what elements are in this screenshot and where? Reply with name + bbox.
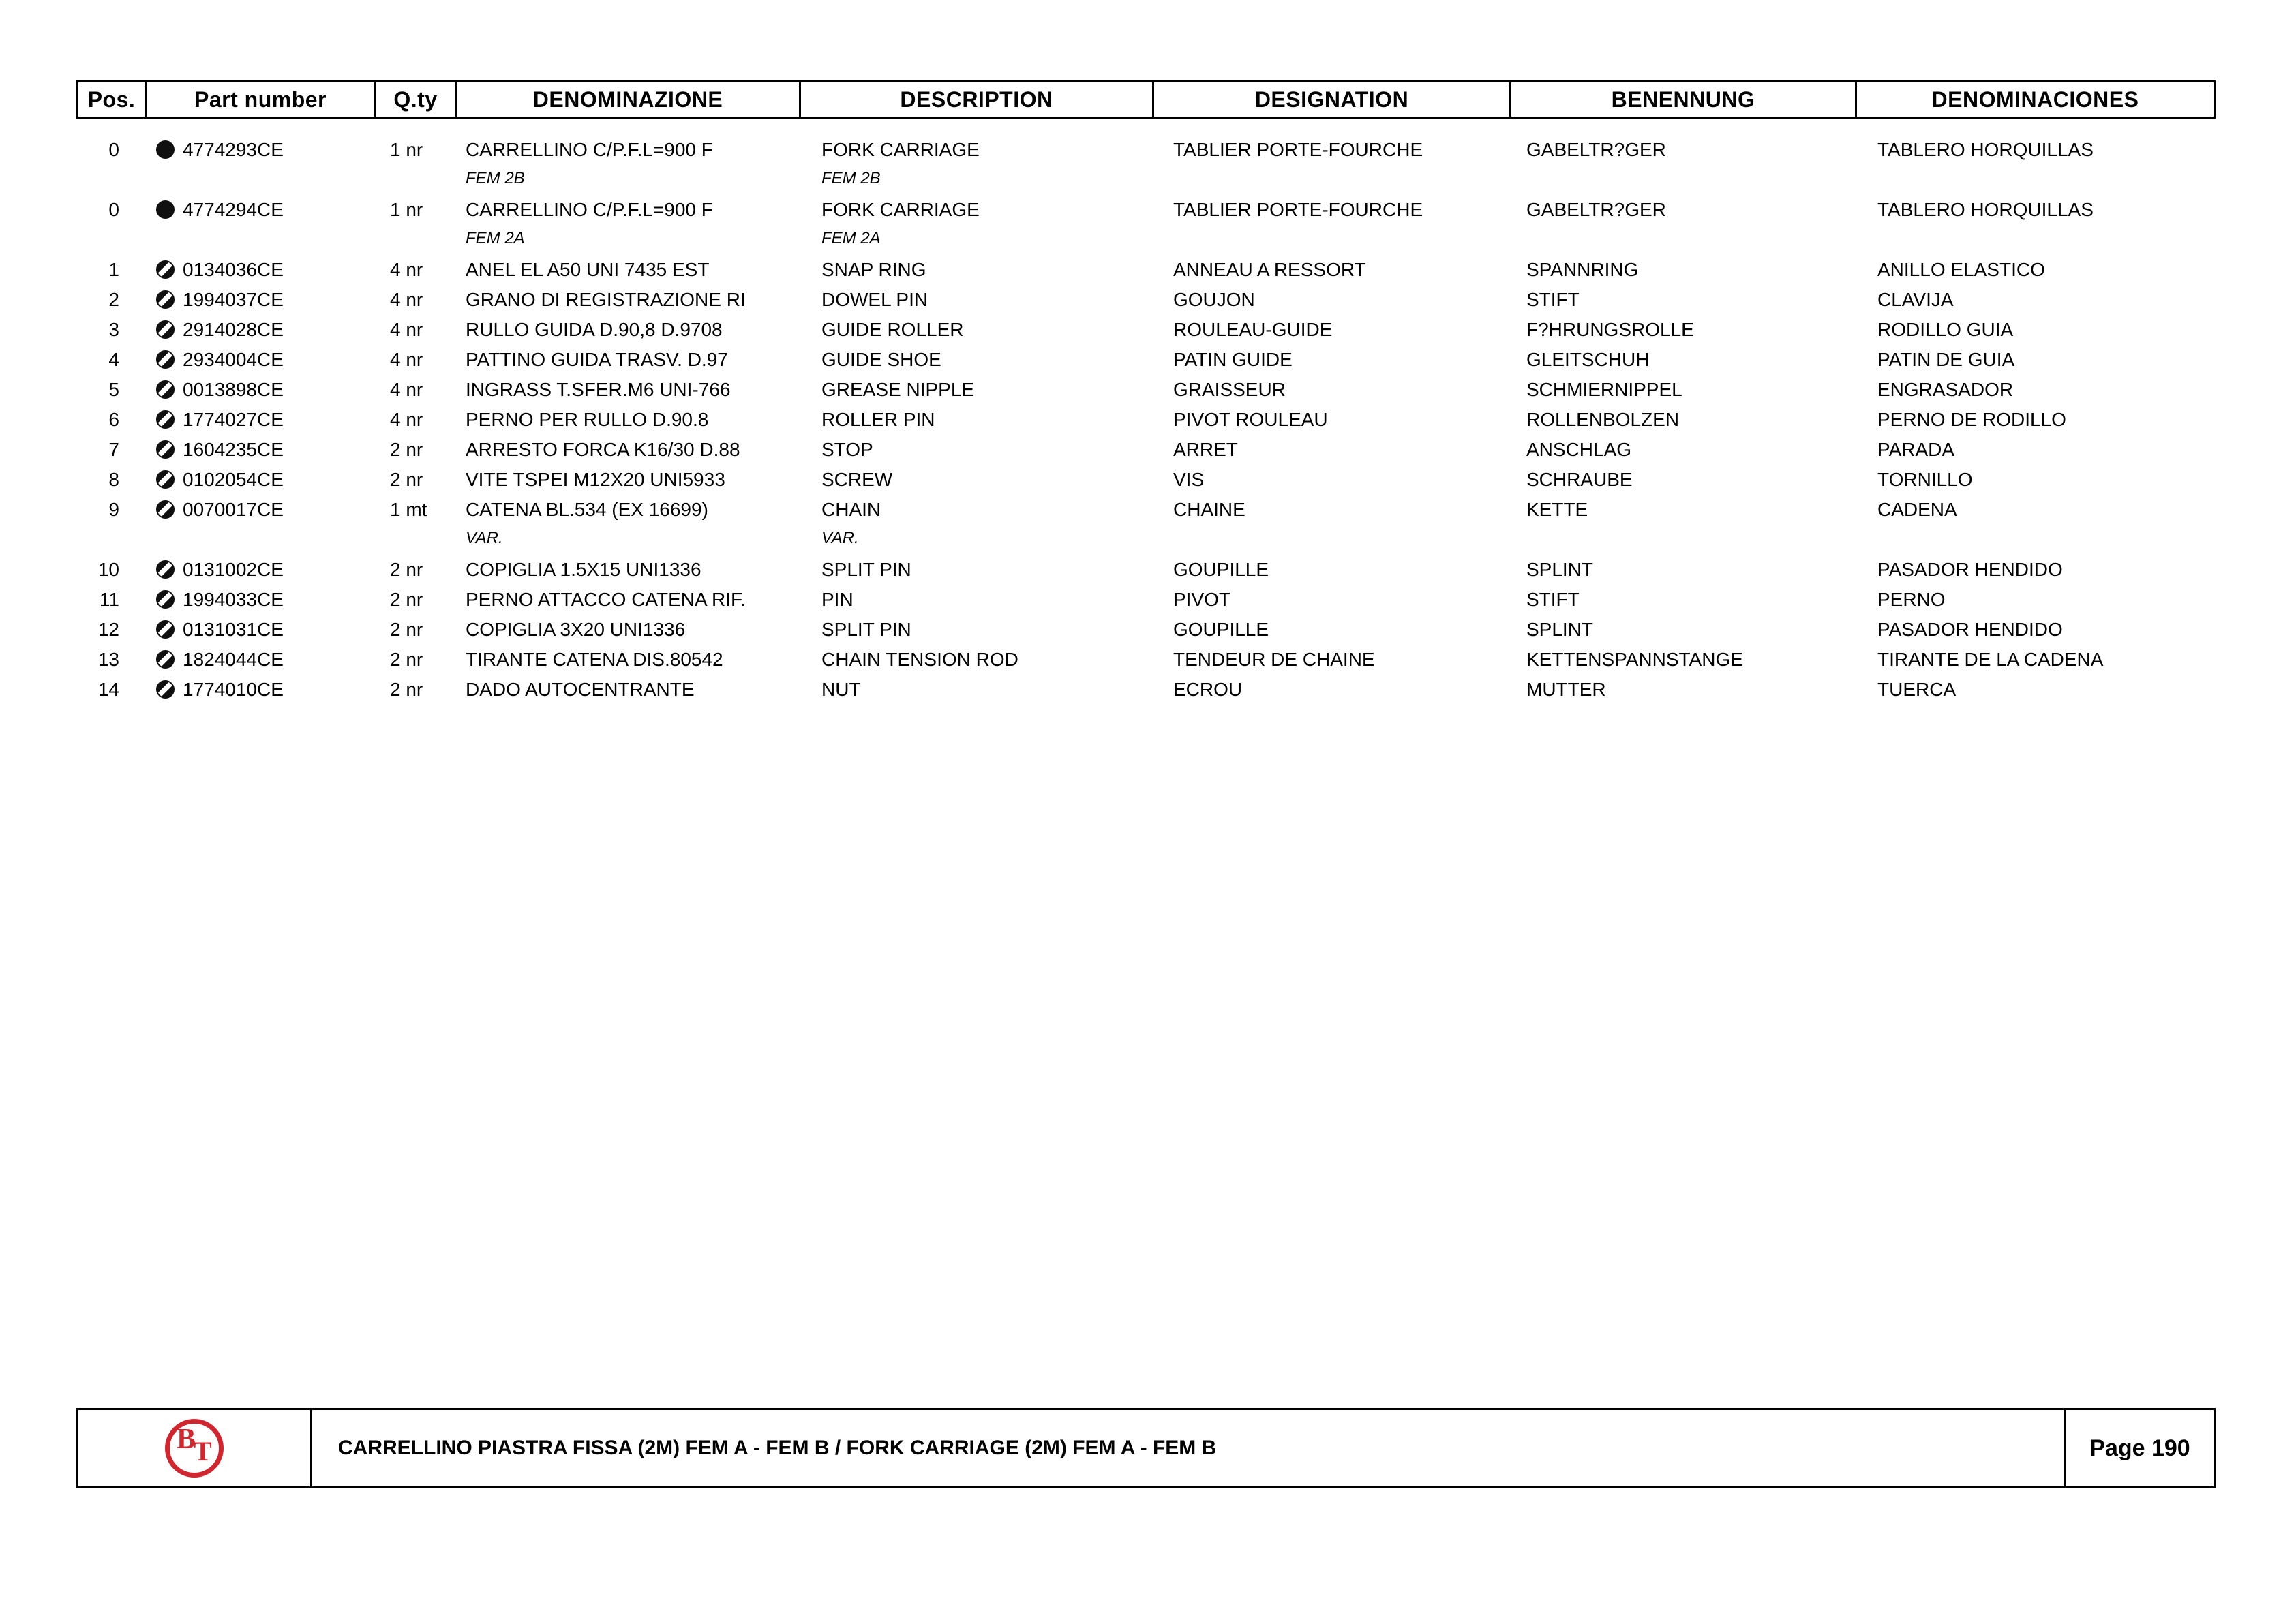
- denominazione-cell: [457, 315, 801, 345]
- description-cell-text: GUIDE SHOE: [821, 349, 941, 370]
- description-cell: [801, 465, 1154, 495]
- part-number-cell: [147, 345, 376, 375]
- denominazione-cell: [457, 585, 801, 615]
- part-number-text: 1604235CE: [183, 439, 284, 460]
- part-number-cell: [147, 405, 376, 435]
- part-number-text: 0131031CE: [183, 619, 284, 640]
- part-number-text: 0070017CE: [183, 499, 284, 520]
- pos-cell: 13: [97, 649, 119, 670]
- denominaciones-cell: [1857, 675, 2216, 705]
- qty-cell: 1 nr: [390, 139, 423, 160]
- designation-cell-text: ANNEAU A RESSORT: [1173, 259, 1366, 280]
- denominaciones-cell-text: ANILLO ELASTICO: [1877, 259, 2045, 280]
- denominazione-cell-text: INGRASS T.SFER.M6 UNI-766: [466, 379, 731, 400]
- designation-cell: [1154, 495, 1511, 525]
- pos-cell: 8: [108, 469, 119, 490]
- part-number-text: 1824044CE: [183, 649, 284, 670]
- benennung-cell: [1511, 615, 1857, 645]
- part-bullet-half-icon: [156, 440, 175, 459]
- designation-cell-text: ARRET: [1173, 439, 1238, 460]
- description-cell-text: GREASE NIPPLE: [821, 379, 975, 400]
- benennung-cell-text: MUTTER: [1526, 679, 1606, 700]
- part-bullet-half-icon: [156, 590, 175, 609]
- denominazione-cell-text: CARRELLINO C/P.F.L=900 F: [466, 139, 713, 160]
- part-number-cell: [147, 435, 376, 465]
- designation-cell: [1154, 345, 1511, 375]
- column-header-qty: Q.ty: [376, 80, 457, 119]
- denominazione-cell: [457, 675, 801, 705]
- denominaciones-cell-text: PASADOR HENDIDO: [1877, 559, 2063, 580]
- denominazione-cell-text: ANEL EL A50 UNI 7435 EST: [466, 259, 710, 280]
- parts-table: [76, 80, 2216, 705]
- designation-cell: [1154, 375, 1511, 405]
- part-number-text: 4774294CE: [183, 199, 284, 220]
- denominaciones-cell-text: CLAVIJA: [1877, 289, 1954, 310]
- part-number-cell: [147, 495, 376, 525]
- denominaciones-cell: [1857, 645, 2216, 675]
- part-number-cell: [147, 645, 376, 675]
- denominazione-cell: [457, 465, 801, 495]
- table-row: [76, 495, 2216, 555]
- qty-cell: 4 nr: [390, 409, 423, 430]
- part-number-cell: [147, 375, 376, 405]
- part-number-text: 1994037CE: [183, 289, 284, 310]
- denominaciones-cell: [1857, 585, 2216, 615]
- table-row: [76, 135, 2216, 195]
- column-header-pos: Pos.: [76, 80, 147, 119]
- denominaciones-cell-text: TUERCA: [1877, 679, 1957, 700]
- part-number-text: 1774027CE: [183, 409, 284, 430]
- designation-cell: [1154, 675, 1511, 705]
- description-cell-text: SCREW: [821, 469, 893, 490]
- column-header-benennung: BENENNUNG: [1511, 80, 1857, 119]
- denominazione-cell-text: PERNO ATTACCO CATENA RIF.: [466, 589, 746, 610]
- denominazione-cell-text: PATTINO GUIDA TRASV. D.97: [466, 349, 728, 370]
- designation-cell: [1154, 315, 1511, 345]
- part-number-text: 2934004CE: [183, 349, 284, 370]
- description-cell-text: SPLIT PIN: [821, 559, 911, 580]
- description-cell: [801, 285, 1154, 315]
- part-number-cell: [147, 675, 376, 705]
- table-row: [76, 435, 2216, 465]
- designation-cell-text: GOUPILLE: [1173, 559, 1269, 580]
- denominazione-cell-text: COPIGLIA 3X20 UNI1336: [466, 619, 686, 640]
- part-number-cell: [147, 465, 376, 495]
- part-bullet-half-icon: [156, 500, 175, 519]
- table-row: [76, 285, 2216, 315]
- part-bullet-full-icon: [156, 140, 175, 159]
- benennung-cell-text: SPLINT: [1526, 619, 1594, 640]
- denominazione-cell-variant-text: FEM 2B: [466, 169, 525, 187]
- benennung-cell-text: STIFT: [1526, 589, 1580, 610]
- denominaciones-cell: [1857, 555, 2216, 585]
- bt-logo-letter-t: T: [194, 1436, 212, 1467]
- denominazione-cell-text: CARRELLINO C/P.F.L=900 F: [466, 199, 713, 220]
- pos-cell: 4: [108, 349, 119, 370]
- table-row: [76, 315, 2216, 345]
- table-row: [76, 645, 2216, 675]
- description-cell: [801, 135, 1154, 195]
- denominaciones-cell-text: TORNILLO: [1877, 469, 1973, 490]
- description-cell-text: NUT: [821, 679, 861, 700]
- designation-cell-text: TABLIER PORTE-FOURCHE: [1173, 199, 1423, 220]
- pos-cell: 6: [108, 409, 119, 430]
- qty-cell: 2 nr: [390, 679, 423, 700]
- part-number-text: 0134036CE: [183, 259, 284, 280]
- denominazione-cell-text: ARRESTO FORCA K16/30 D.88: [466, 439, 740, 460]
- table-row: [76, 675, 2216, 705]
- part-number-text: 4774293CE: [183, 139, 284, 160]
- denominazione-cell: [457, 195, 801, 255]
- benennung-cell-text: ANSCHLAG: [1526, 439, 1632, 460]
- part-number-cell: [147, 255, 376, 285]
- description-cell: [801, 435, 1154, 465]
- denominazione-cell-text: GRANO DI REGISTRAZIONE RI: [466, 289, 746, 310]
- denominazione-cell-text: DADO AUTOCENTRANTE: [466, 679, 695, 700]
- column-header-description: DESCRIPTION: [801, 80, 1154, 119]
- designation-cell-text: ECROU: [1173, 679, 1243, 700]
- part-bullet-half-icon: [156, 620, 175, 639]
- benennung-cell: [1511, 345, 1857, 375]
- description-cell-text: PIN: [821, 589, 854, 610]
- part-number-cell: [147, 555, 376, 585]
- part-number-text: 1774010CE: [183, 679, 284, 700]
- logo-section: [78, 1410, 312, 1486]
- bt-logo-icon: [165, 1419, 224, 1478]
- page-number-label: Page 190: [2064, 1410, 2214, 1486]
- pos-cell: 5: [108, 379, 119, 400]
- denominaciones-cell: [1857, 345, 2216, 375]
- denominaciones-cell-text: PERNO DE RODILLO: [1877, 409, 2066, 430]
- description-cell: [801, 555, 1154, 585]
- denominaciones-cell-text: CADENA: [1877, 499, 1957, 520]
- benennung-cell-text: SPLINT: [1526, 559, 1594, 580]
- denominazione-cell-text: PERNO PER RULLO D.90.8: [466, 409, 709, 430]
- table-row: [76, 615, 2216, 645]
- bt-logo-letter-b: B: [177, 1424, 196, 1455]
- denominaciones-cell: [1857, 375, 2216, 405]
- denominaciones-cell: [1857, 315, 2216, 345]
- denominaciones-cell: [1857, 285, 2216, 315]
- designation-cell: [1154, 255, 1511, 285]
- denominaciones-cell: [1857, 615, 2216, 645]
- parts-table-body: [76, 135, 2216, 705]
- pos-cell: 9: [108, 499, 119, 520]
- part-number-text: 0131002CE: [183, 559, 284, 580]
- benennung-cell-text: STIFT: [1526, 289, 1580, 310]
- description-cell-variant-text: FEM 2B: [821, 169, 881, 187]
- part-number-cell: [147, 615, 376, 645]
- part-bullet-half-icon: [156, 380, 175, 399]
- denominaciones-cell: [1857, 495, 2216, 525]
- denominazione-cell-text: RULLO GUIDA D.90,8 D.9708: [466, 319, 723, 340]
- designation-cell: [1154, 285, 1511, 315]
- description-cell-variant-text: FEM 2A: [821, 229, 881, 247]
- pos-cell: 2: [108, 289, 119, 310]
- denominaciones-cell-text: RODILLO GUIA: [1877, 319, 2014, 340]
- part-number-cell: [147, 285, 376, 315]
- designation-cell: [1154, 645, 1511, 675]
- denominaciones-cell-text: TIRANTE DE LA CADENA: [1877, 649, 2104, 670]
- benennung-cell: [1511, 645, 1857, 675]
- denominazione-cell-text: CATENA BL.534 (EX 16699): [466, 499, 708, 520]
- table-row: [76, 195, 2216, 255]
- part-bullet-half-icon: [156, 560, 175, 579]
- table-row: [76, 345, 2216, 375]
- designation-cell-text: TENDEUR DE CHAINE: [1173, 649, 1375, 670]
- part-number-cell: [147, 195, 376, 225]
- description-cell-text: FORK CARRIAGE: [821, 199, 980, 220]
- denominazione-cell: [457, 135, 801, 195]
- description-cell: [801, 675, 1154, 705]
- designation-cell: [1154, 555, 1511, 585]
- table-row: [76, 375, 2216, 405]
- denominazione-cell-text: VITE TSPEI M12X20 UNI5933: [466, 469, 725, 490]
- qty-cell: 1 nr: [390, 199, 423, 220]
- benennung-cell-text: KETTENSPANNSTANGE: [1526, 649, 1743, 670]
- denominazione-cell: [457, 255, 801, 285]
- qty-cell: 2 nr: [390, 619, 423, 640]
- designation-cell-text: TABLIER PORTE-FOURCHE: [1173, 139, 1423, 160]
- qty-cell: 1 mt: [390, 499, 427, 520]
- benennung-cell: [1511, 555, 1857, 585]
- benennung-cell: [1511, 405, 1857, 435]
- description-cell-text: CHAIN TENSION ROD: [821, 649, 1018, 670]
- designation-cell: [1154, 615, 1511, 645]
- qty-cell: 4 nr: [390, 289, 423, 310]
- designation-cell-text: VIS: [1173, 469, 1205, 490]
- qty-cell: 4 nr: [390, 379, 423, 400]
- denominaciones-cell-text: PERNO: [1877, 589, 1946, 610]
- description-cell-text: SNAP RING: [821, 259, 926, 280]
- description-cell: [801, 345, 1154, 375]
- denominaciones-cell-text: PASADOR HENDIDO: [1877, 619, 2063, 640]
- part-bullet-half-icon: [156, 410, 175, 429]
- description-cell-variant-text: VAR.: [821, 529, 859, 547]
- denominazione-cell-variant-text: VAR.: [466, 529, 503, 547]
- designation-cell-text: PIVOT: [1173, 589, 1231, 610]
- denominaciones-cell: [1857, 255, 2216, 285]
- denominazione-cell-variant-text: FEM 2A: [466, 229, 525, 247]
- part-bullet-half-icon: [156, 350, 175, 369]
- column-header-denominazione: DENOMINAZIONE: [457, 80, 801, 119]
- designation-cell-text: PIVOT ROULEAU: [1173, 409, 1328, 430]
- benennung-cell: [1511, 255, 1857, 285]
- benennung-cell: [1511, 285, 1857, 315]
- designation-cell-text: PATIN GUIDE: [1173, 349, 1293, 370]
- denominazione-cell-text: COPIGLIA 1.5X15 UNI1336: [466, 559, 701, 580]
- benennung-cell-text: SPANNRING: [1526, 259, 1639, 280]
- qty-cell: 2 nr: [390, 469, 423, 490]
- pos-cell: 0: [108, 139, 119, 160]
- denominaciones-cell: [1857, 405, 2216, 435]
- table-row: [76, 465, 2216, 495]
- qty-cell: 2 nr: [390, 589, 423, 610]
- part-bullet-half-icon: [156, 320, 175, 339]
- benennung-cell: [1511, 435, 1857, 465]
- designation-cell-text: GOUJON: [1173, 289, 1255, 310]
- designation-cell: [1154, 195, 1511, 225]
- description-cell: [801, 495, 1154, 555]
- pos-cell: 0: [108, 199, 119, 220]
- table-row: [76, 585, 2216, 615]
- part-number-text: 0013898CE: [183, 379, 284, 400]
- qty-cell: 2 nr: [390, 649, 423, 670]
- benennung-cell: [1511, 315, 1857, 345]
- denominazione-cell: [457, 345, 801, 375]
- description-cell-text: STOP: [821, 439, 873, 460]
- description-cell-text: ROLLER PIN: [821, 409, 935, 430]
- denominazione-cell-text: TIRANTE CATENA DIS.80542: [466, 649, 723, 670]
- part-bullet-full-icon: [156, 200, 175, 219]
- pos-cell: 14: [97, 679, 119, 700]
- table-row: [76, 405, 2216, 435]
- description-cell-text: CHAIN: [821, 499, 881, 520]
- part-bullet-half-icon: [156, 470, 175, 489]
- designation-cell-text: GOUPILLE: [1173, 619, 1269, 640]
- pos-cell: 11: [99, 589, 119, 610]
- denominaciones-cell-text: ENGRASADOR: [1877, 379, 2014, 400]
- benennung-cell-text: GABELTR?GER: [1526, 199, 1666, 220]
- part-number-text: 0102054CE: [183, 469, 284, 490]
- column-header-designation: DESIGNATION: [1154, 80, 1511, 119]
- column-header-part-number: Part number: [147, 80, 376, 119]
- benennung-cell-text: ROLLENBOLZEN: [1526, 409, 1680, 430]
- benennung-cell-text: F?HRUNGSROLLE: [1526, 319, 1694, 340]
- pos-cell: 1: [108, 259, 119, 280]
- description-cell: [801, 585, 1154, 615]
- parts-table-header-row: [76, 80, 2216, 119]
- part-bullet-half-icon: [156, 290, 175, 309]
- benennung-cell: [1511, 465, 1857, 495]
- column-header-denominaciones: DENOMINACIONES: [1857, 80, 2216, 119]
- description-cell: [801, 195, 1154, 255]
- description-cell: [801, 255, 1154, 285]
- benennung-cell-text: SCHMIERNIPPEL: [1526, 379, 1682, 400]
- pos-cell: 12: [97, 619, 119, 640]
- denominazione-cell: [457, 435, 801, 465]
- denominazione-cell: [457, 405, 801, 435]
- part-bullet-half-icon: [156, 260, 175, 279]
- pos-cell: 3: [108, 319, 119, 340]
- benennung-cell: [1511, 585, 1857, 615]
- denominaciones-cell: [1857, 435, 2216, 465]
- designation-cell: [1154, 135, 1511, 165]
- denominazione-cell: [457, 615, 801, 645]
- qty-cell: 4 nr: [390, 259, 423, 280]
- description-cell-text: GUIDE ROLLER: [821, 319, 964, 340]
- denominaciones-cell: [1857, 195, 2216, 225]
- part-number-cell: [147, 135, 376, 165]
- description-cell: [801, 405, 1154, 435]
- designation-cell-text: CHAINE: [1173, 499, 1245, 520]
- denominaciones-cell: [1857, 135, 2216, 165]
- benennung-cell: [1511, 375, 1857, 405]
- description-cell: [801, 615, 1154, 645]
- benennung-cell: [1511, 495, 1857, 525]
- designation-cell: [1154, 405, 1511, 435]
- table-row: [76, 255, 2216, 285]
- part-number-cell: [147, 585, 376, 615]
- denominaciones-cell-text: TABLERO HORQUILLAS: [1877, 199, 2094, 220]
- benennung-cell-text: KETTE: [1526, 499, 1588, 520]
- denominazione-cell: [457, 285, 801, 315]
- benennung-cell: [1511, 195, 1857, 225]
- denominaciones-cell-text: PARADA: [1877, 439, 1955, 460]
- denominaciones-cell-text: TABLERO HORQUILLAS: [1877, 139, 2094, 160]
- denominaciones-cell: [1857, 465, 2216, 495]
- benennung-cell: [1511, 675, 1857, 705]
- table-row: [76, 555, 2216, 585]
- description-cell: [801, 375, 1154, 405]
- benennung-cell-text: GABELTR?GER: [1526, 139, 1666, 160]
- part-bullet-half-icon: [156, 680, 175, 699]
- benennung-cell-text: GLEITSCHUH: [1526, 349, 1650, 370]
- designation-cell: [1154, 465, 1511, 495]
- qty-cell: 2 nr: [390, 439, 423, 460]
- description-cell-text: DOWEL PIN: [821, 289, 928, 310]
- footer-title: CARRELLINO PIASTRA FISSA (2M) FEM A - FEM B / FORK CARRIAGE (2M) FEM A - FEM B: [338, 1437, 1217, 1459]
- description-cell: [801, 315, 1154, 345]
- part-number-text: 2914028CE: [183, 319, 284, 340]
- page-footer: [76, 1408, 2216, 1488]
- description-cell-text: FORK CARRIAGE: [821, 139, 980, 160]
- designation-cell: [1154, 435, 1511, 465]
- designation-cell-text: ROULEAU-GUIDE: [1173, 319, 1333, 340]
- denominazione-cell: [457, 495, 801, 555]
- denominazione-cell: [457, 645, 801, 675]
- designation-cell: [1154, 585, 1511, 615]
- pos-cell: 10: [97, 559, 119, 580]
- qty-cell: 4 nr: [390, 349, 423, 370]
- denominaciones-cell-text: PATIN DE GUIA: [1877, 349, 2015, 370]
- part-bullet-half-icon: [156, 650, 175, 669]
- denominazione-cell: [457, 555, 801, 585]
- designation-cell-text: GRAISSEUR: [1173, 379, 1286, 400]
- benennung-cell-text: SCHRAUBE: [1526, 469, 1633, 490]
- qty-cell: 2 nr: [390, 559, 423, 580]
- description-cell: [801, 645, 1154, 675]
- description-cell-text: SPLIT PIN: [821, 619, 911, 640]
- qty-cell: 4 nr: [390, 319, 423, 340]
- part-number-cell: [147, 315, 376, 345]
- pos-cell: 7: [108, 439, 119, 460]
- benennung-cell: [1511, 135, 1857, 165]
- denominazione-cell: [457, 375, 801, 405]
- part-number-text: 1994033CE: [183, 589, 284, 610]
